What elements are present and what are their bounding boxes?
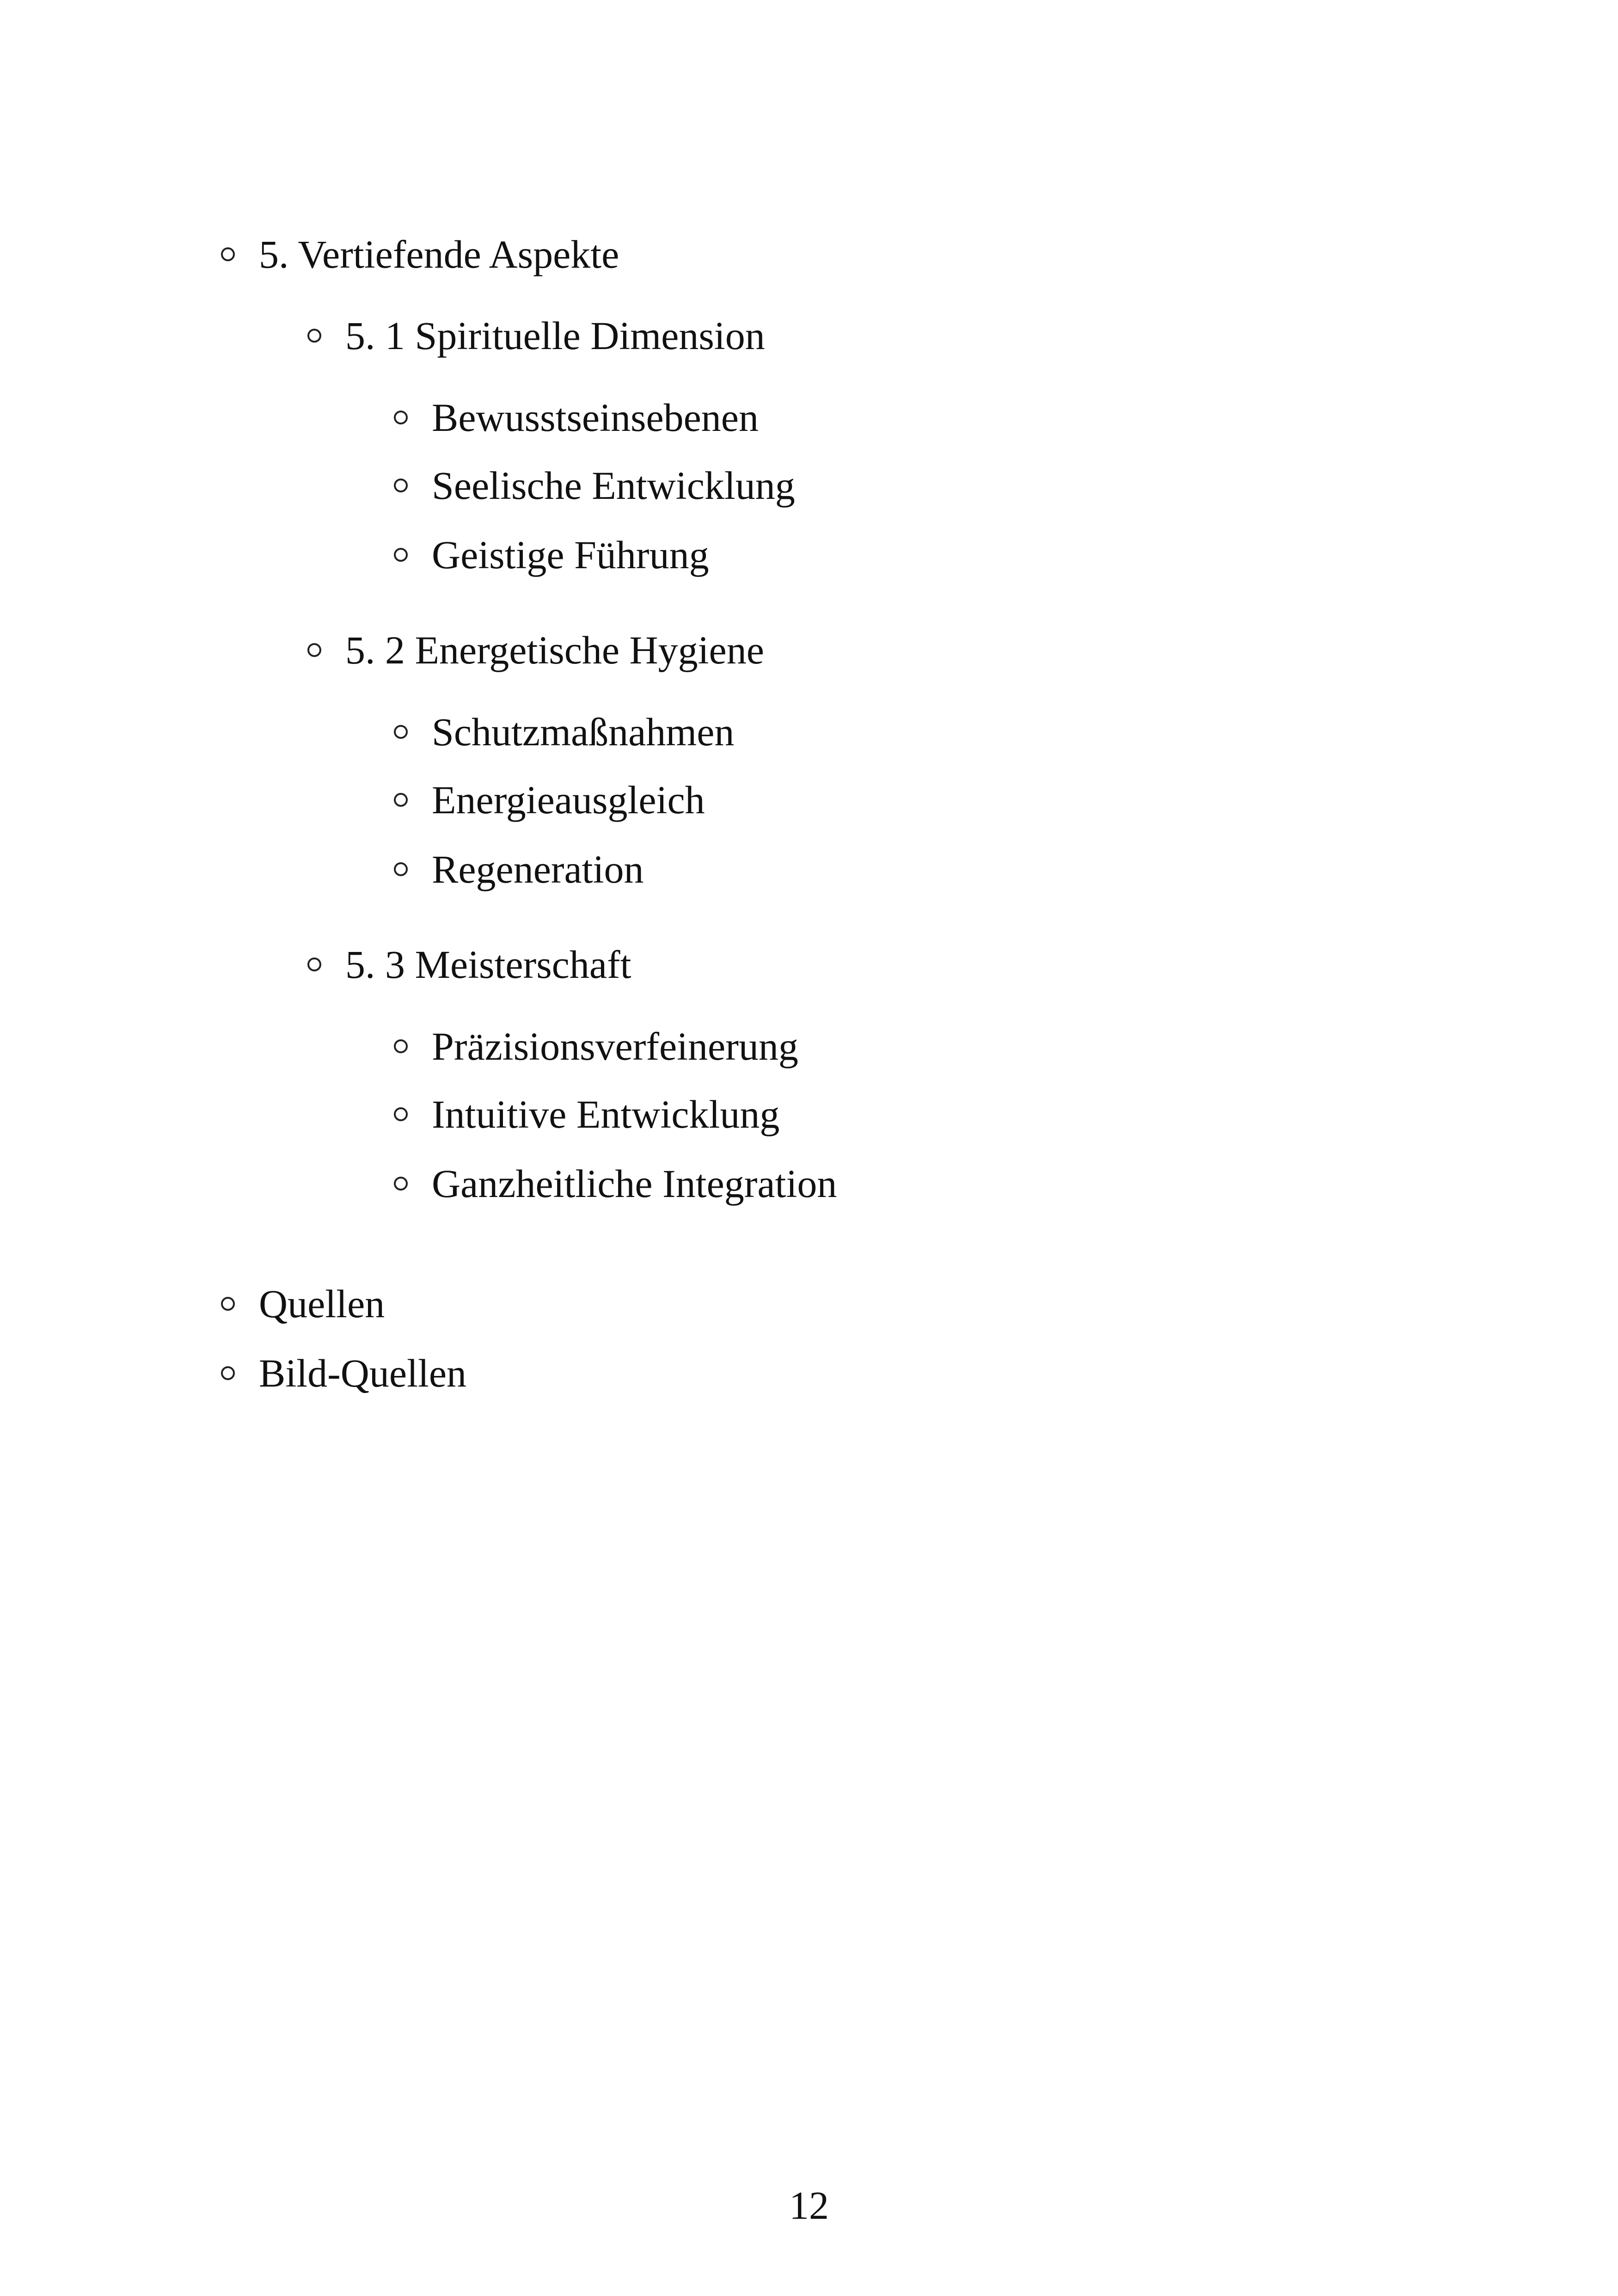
toc-item-label: 5. 2 Energetische Hygiene xyxy=(345,628,764,672)
toc-item-5-3 xyxy=(307,941,631,988)
toc-item-5-1-b xyxy=(394,462,795,509)
toc-item-label: 5. 3 Meisterschaft xyxy=(345,942,631,987)
toc-item-label: Bewusstseinsebenen xyxy=(432,395,759,440)
toc-item-section-5 xyxy=(221,231,619,277)
circle-bullet-icon xyxy=(307,958,321,971)
toc-item-label: Präzisionsverfeinerung xyxy=(432,1024,798,1068)
page-number: 12 xyxy=(789,2183,829,2228)
circle-bullet-icon xyxy=(394,1177,408,1191)
toc-item-5-1-a xyxy=(394,394,759,441)
toc-item-label: 5. Vertiefende Aspekte xyxy=(259,232,619,276)
toc-item-label: Ganzheitliche Integration xyxy=(432,1161,837,1206)
toc-item-label: Quellen xyxy=(259,1282,385,1326)
toc-item-5-3-b xyxy=(394,1091,779,1137)
circle-bullet-icon xyxy=(394,793,408,807)
circle-bullet-icon xyxy=(394,479,408,492)
circle-bullet-icon xyxy=(394,725,408,739)
toc-item-5-2-c xyxy=(394,846,644,892)
circle-bullet-icon xyxy=(394,862,408,876)
circle-bullet-icon xyxy=(394,1039,408,1053)
circle-bullet-icon xyxy=(221,1366,235,1380)
circle-bullet-icon xyxy=(221,247,235,261)
toc-item-label: Schutzmaßnahmen xyxy=(432,710,735,754)
toc-item-bild-quellen xyxy=(221,1350,466,1396)
toc-item-label: Geistige Führung xyxy=(432,533,709,577)
circle-bullet-icon xyxy=(394,548,408,562)
toc-item-label: Seelische Entwicklung xyxy=(432,463,795,508)
toc-item-5-3-c xyxy=(394,1160,837,1207)
circle-bullet-icon xyxy=(394,1107,408,1121)
toc-item-label: Energieausgleich xyxy=(432,778,705,822)
toc-item-5-2-b xyxy=(394,777,705,823)
toc-item-label: 5. 1 Spirituelle Dimension xyxy=(345,313,765,358)
circle-bullet-icon xyxy=(394,411,408,424)
toc-item-5-1 xyxy=(307,313,765,359)
toc-item-5-1-c xyxy=(394,532,709,578)
circle-bullet-icon xyxy=(307,643,321,657)
circle-bullet-icon xyxy=(221,1297,235,1311)
toc-item-label: Bild-Quellen xyxy=(259,1351,467,1395)
toc-item-label: Intuitive Entwicklung xyxy=(432,1092,780,1136)
toc-item-label: Regeneration xyxy=(432,847,644,891)
toc-item-quellen xyxy=(221,1281,385,1327)
toc-item-5-3-a xyxy=(394,1023,798,1069)
circle-bullet-icon xyxy=(307,329,321,343)
toc-item-5-2 xyxy=(307,627,764,673)
toc-item-5-2-a xyxy=(394,709,734,755)
